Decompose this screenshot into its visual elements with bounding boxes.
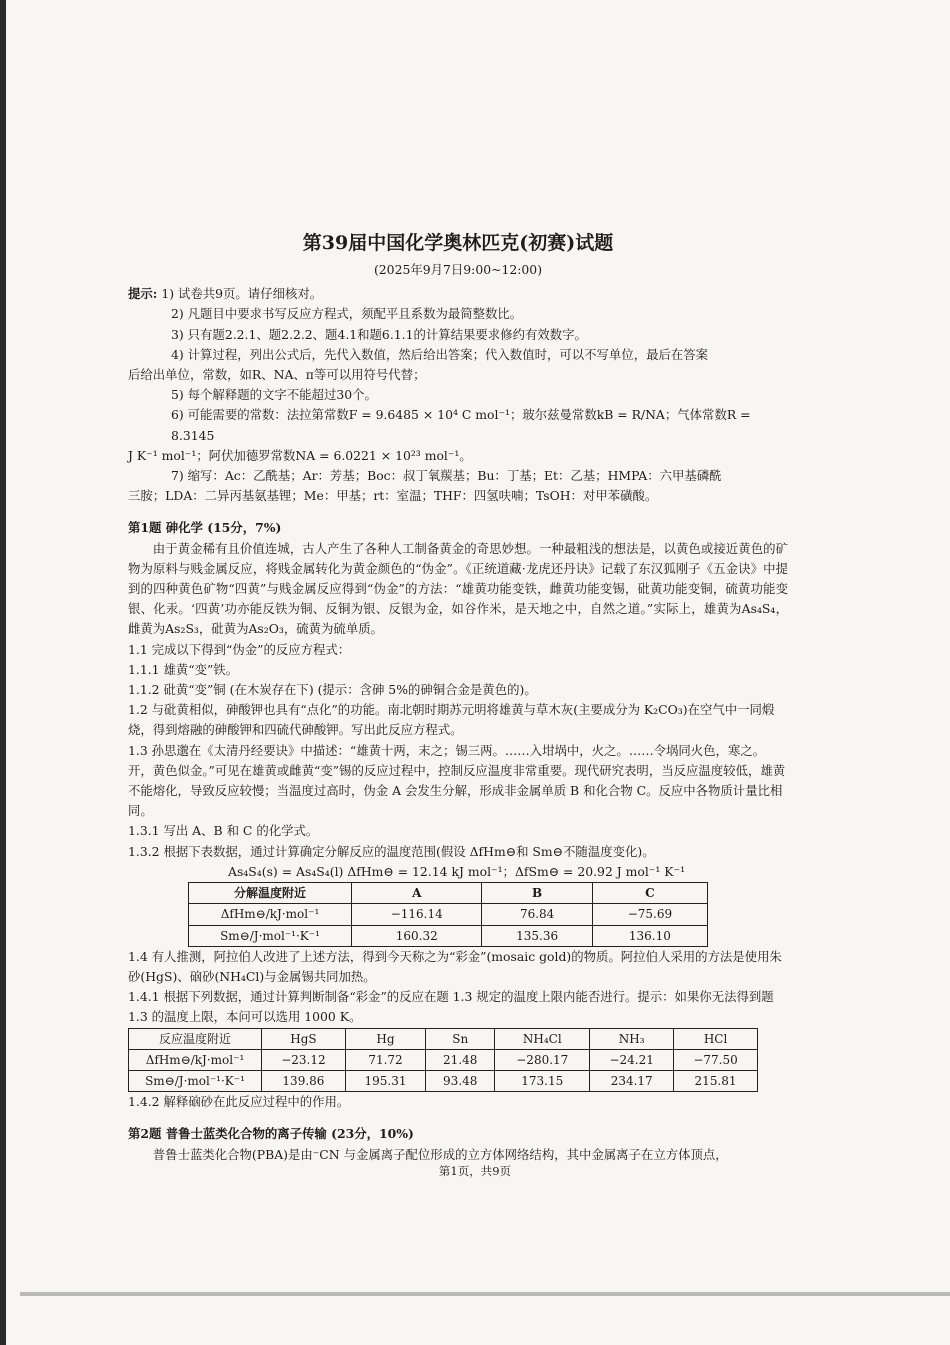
table-header-cell: NH₃ <box>590 1028 674 1049</box>
table-header-cell: Sn <box>426 1028 495 1049</box>
subquestion-1-3-1: 1.3.1 写出 A、B 和 C 的化学式。 <box>128 823 319 839</box>
table-row <box>129 1070 758 1091</box>
subquestion-1-1-2: 1.1.2 砒黄“变”铜 (在木炭存在下) (提示：含砷 5%的砷铜合金是黄色的)。 <box>128 682 537 698</box>
subquestion-1-1: 1.1 完成以下得到“伪金”的反应方程式： <box>128 641 351 657</box>
subquestion-1-1-1: 1.1.1 雄黄“变”铁。 <box>128 661 239 677</box>
question-1-heading: 第1题 砷化学 (15分，7%) <box>128 520 282 536</box>
table-cell: −75.69 <box>592 904 707 925</box>
melting-equation: As₄S₄(s) = As₄S₄(l) ΔfHm⊖ = 12.14 kJ mol⁻¹；ΔfSm⊖ = 20.92 J mol⁻¹ K⁻¹ <box>228 863 686 879</box>
table-header-cell: Hg <box>345 1028 425 1049</box>
table-cell: 215.81 <box>674 1070 758 1091</box>
page-content <box>128 230 788 1165</box>
hint-item: J K⁻¹ mol⁻¹；阿伏加德罗常数NA = 6.0221 × 10²³ mol⁻¹。 <box>128 447 472 463</box>
hint-item: 4) 计算过程，列出公式后，先代入数值，然后给出答案；代入数值时，可以不写单位，最后在答案 <box>171 346 709 362</box>
table-row <box>129 1049 758 1070</box>
exam-date: (2025年9月7日9:00~12:00) <box>373 262 543 277</box>
table-cell: 160.32 <box>352 925 482 946</box>
table-cell: 93.48 <box>426 1070 495 1091</box>
page-footer: 第1页，共9页 <box>438 1164 512 1178</box>
hint-item: 三胺；LDA：二异丙基氨基锂；Me：甲基；rt：室温；THF：四氢呋喃；TsOH：对甲苯磺酸。 <box>128 488 658 504</box>
subquestion-1-3-2: 1.3.2 根据下表数据，通过计算确定分解反应的温度范围(假设 ΔfHm⊖和 Sm⊖不随温度变化)。 <box>128 843 655 859</box>
subquestion-1-4-2: 1.4.2 解释硇砂在此反应过程中的作用。 <box>128 1094 350 1110</box>
table-cell: Sm⊖/J·mol⁻¹·K⁻¹ <box>129 1070 262 1091</box>
table-cell: Sm⊖/J·mol⁻¹·K⁻¹ <box>189 925 352 946</box>
subquestion-1-4-1: 1.4.1 根据下列数据，通过计算判断制备“彩金”的反应在题 1.3 规定的温度上限内能否进行。提示：如果你无法得到题 1.3 的温度上限，本问可以选用 1000 K。 <box>128 989 774 1025</box>
table-cell: 71.72 <box>345 1049 425 1070</box>
scan-bottom-line <box>20 1292 950 1296</box>
question-2-intro: 普鲁士蓝类化合物(PBA)是由⁻CN 与金属离子配位形成的立方体网络结构，其中金属离子在立方体顶点， <box>152 1146 728 1162</box>
question-1-intro: 由于黄金稀有且价值连城，古人产生了各种人工制备黄金的奇思妙想。一种最粗浅的想法是，以黄色或接近黄色的矿物为原料与贱金属反应，将贱金属转化为黄金颜色的“伪金”。《正统道藏·龙虎还丹诀》记载了东汉狐刚子《五金诀》中提到的四种黄色矿物“四黄”与贱金属反应得到“伪金”的方法：“雄黄功能变铁，雌黄功能变锡，砒黄功能变铜，硫黄功能变银、化汞。‘四黄’功亦能反铁为铜、反铜为银、反银为金，如谷作米，是天地之中，自然之道。”实际上，雄黄为As₄S₄，雌黄为As₂S₃，砒黄为As₂O₃，硫黄为硫单质。 <box>128 540 788 637</box>
table-cell: −77.50 <box>674 1049 758 1070</box>
table-header-cell: NH₄Cl <box>495 1028 590 1049</box>
table-cell: −23.12 <box>262 1049 346 1070</box>
hint-item: 5) 每个解释题的文字不能超过30个。 <box>171 387 377 403</box>
table-header-row <box>129 1028 758 1049</box>
table-cell: 139.86 <box>262 1070 346 1091</box>
hint-item: 1) 试卷共9页。请仔细核对。 <box>161 286 323 302</box>
hints-label: 提示: <box>128 286 158 302</box>
table-cell: ΔfHm⊖/kJ·mol⁻¹ <box>129 1049 262 1070</box>
table-cell: 173.15 <box>495 1070 590 1091</box>
table-header-cell: HCl <box>674 1028 758 1049</box>
table-header-cell: 反应温度附近 <box>129 1028 262 1049</box>
table-cell: ΔfHm⊖/kJ·mol⁻¹ <box>189 904 352 925</box>
table-header-cell: C <box>592 883 707 904</box>
table-cell: 21.48 <box>426 1049 495 1070</box>
table-header-cell: 分解温度附近 <box>189 883 352 904</box>
table-header-cell: B <box>482 883 592 904</box>
table-cell: −280.17 <box>495 1049 590 1070</box>
hint-item: 2) 凡题目中要求书写反应方程式，须配平且系数为最简整数比。 <box>171 306 523 322</box>
subquestion-1-4: 1.4 有人推测，阿拉伯人改进了上述方法，得到今天称之为“彩金”(mosaic gold)的物质。阿拉伯人采用的方法是使用朱砂(HgS)、硇砂(NH₄Cl)与金属锡共同加热。 <box>128 948 782 984</box>
table-cell: 195.31 <box>345 1070 425 1091</box>
thermo-table-2 <box>128 1028 758 1093</box>
table-row <box>189 904 708 925</box>
table-cell: 234.17 <box>590 1070 674 1091</box>
hints-block <box>128 284 788 506</box>
scan-edge-shadow <box>0 0 6 1345</box>
table-cell: 76.84 <box>482 904 592 925</box>
exam-title: 第39届中国化学奥林匹克(初赛)试题 <box>302 232 614 254</box>
table-row <box>189 925 708 946</box>
table-cell: 135.36 <box>482 925 592 946</box>
hint-item: 6) 可能需要的常数：法拉第常数F = 9.6485 × 10⁴ C mol⁻¹；玻尔兹曼常数kB = R/NA；气体常数R = 8.3145 <box>171 407 751 443</box>
table-header-cell: A <box>352 883 482 904</box>
thermo-table-1 <box>188 882 708 947</box>
hint-item: 3) 只有题2.2.1、题2.2.2、题4.1和题6.1.1的计算结果要求修约有效数字。 <box>171 326 587 342</box>
table-header-cell: HgS <box>262 1028 346 1049</box>
table-cell: −24.21 <box>590 1049 674 1070</box>
subquestion-1-2: 1.2 与砒黄相似，砷酸钾也具有“点化”的功能。南北朝时期苏元明将雄黄与草木灰(主要成分为 K₂CO₃)在空气中一同煅烧，得到熔融的砷酸钾和四硫代砷酸钾。写出此反应方程式。 <box>128 702 775 738</box>
hint-item: 7) 缩写：Ac：乙酰基；Ar：芳基；Boc：叔丁氧羰基；Bu：丁基；Et：乙基；HMPA：六甲基磷酰 <box>171 468 722 484</box>
hint-item: 后给出单位，常数，如R、NA、π等可以用符号代替； <box>128 367 426 383</box>
question-2-heading: 第2题 普鲁士蓝类化合物的离子传输 (23分，10%) <box>128 1126 414 1142</box>
table-cell: −116.14 <box>352 904 482 925</box>
table-header-row <box>189 883 708 904</box>
table-cell: 136.10 <box>592 925 707 946</box>
subquestion-1-3: 1.3 孙思邈在《太清丹经要诀》中描述：“雄黄十两，末之；锡三两。……入坩埚中，火之。……令埚同火色，寒之。开，黄色似金。”可见在雄黄或雌黄“变”锡的反应过程中，控制反应温度非常重要。现代研究表明，当反应温度较低，雄黄不能熔化，导致反应较慢；当温度过高时，伪金 A 会发生分解，形成非金属单质 B 和化合物 C。反应中各物质计量比相同。 <box>128 742 786 819</box>
